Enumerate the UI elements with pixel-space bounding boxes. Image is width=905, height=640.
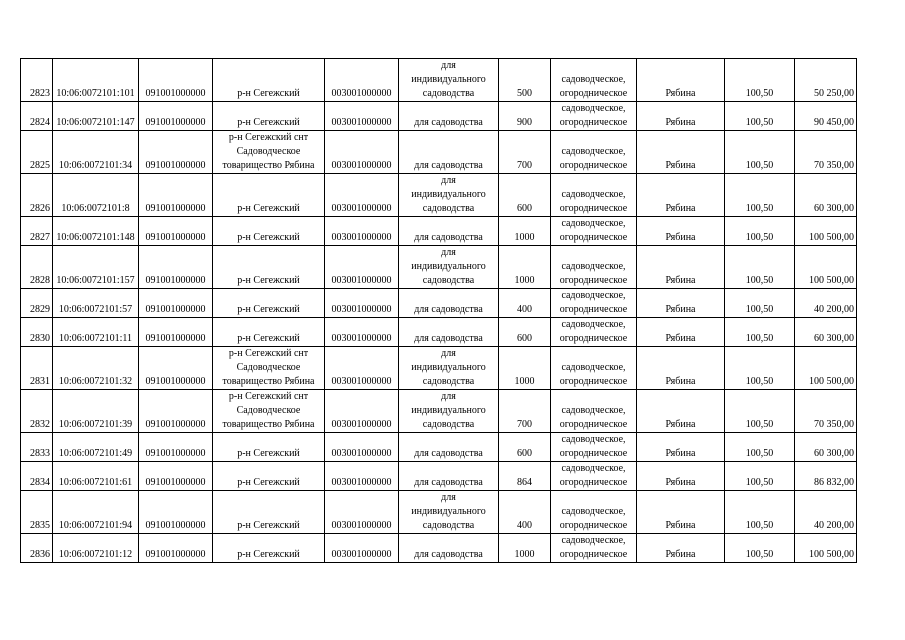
cell-land-category-line: садоводческое, [561, 261, 626, 272]
cell-land-category-line: огородническое [559, 117, 628, 128]
cell-row-number: 2827 [21, 217, 53, 246]
cell-land-category-line: огородническое [559, 160, 628, 171]
cell-permitted-use [399, 433, 499, 462]
cell-rate: 100,50 [725, 347, 795, 390]
cell-address-line: р-н Сегежский [237, 549, 300, 560]
cell-row-number: 2836 [21, 534, 53, 563]
cell-land-category-line: огородническое [559, 448, 628, 459]
cell-address [213, 390, 325, 433]
cell-rate: 100,50 [725, 491, 795, 534]
table-row [21, 491, 857, 534]
cell-settlement-name: Рябина [637, 59, 725, 102]
cell-address-line: товарищество Рябина [222, 376, 315, 387]
cell-okato-code: 091001000000 [139, 217, 213, 246]
cell-cadastral-value: 60 300,00 [795, 433, 857, 462]
cell-row-number: 2825 [21, 131, 53, 174]
cell-permitted-use-line: индивидуального [411, 261, 486, 272]
cell-municipal-code: 003001000000 [325, 131, 399, 174]
cell-rate: 100,50 [725, 390, 795, 433]
cell-land-category [551, 246, 637, 289]
cell-municipal-code: 003001000000 [325, 390, 399, 433]
cell-rate: 100,50 [725, 318, 795, 347]
cell-permitted-use-line: для садоводства [414, 333, 483, 344]
cell-cadastral-number: 10:06:0072101:12 [53, 534, 139, 563]
cell-rate: 100,50 [725, 131, 795, 174]
cell-address [213, 102, 325, 131]
cell-permitted-use [399, 217, 499, 246]
table-row [21, 102, 857, 131]
cell-row-number: 2832 [21, 390, 53, 433]
cell-address [213, 289, 325, 318]
cell-municipal-code: 003001000000 [325, 534, 399, 563]
table-row [21, 534, 857, 563]
cell-land-category-line: огородническое [559, 203, 628, 214]
cell-permitted-use-line: садоводства [422, 88, 475, 99]
cell-address [213, 491, 325, 534]
cell-land-category [551, 131, 637, 174]
cell-address-line: товарищество Рябина [222, 419, 315, 430]
cell-area: 1000 [499, 246, 551, 289]
table-row [21, 289, 857, 318]
cell-land-category-line: садоводческое, [561, 218, 626, 229]
cell-land-category-line: огородническое [559, 520, 628, 531]
cell-address-line: р-н Сегежский [237, 477, 300, 488]
cell-settlement-name: Рябина [637, 534, 725, 563]
cell-rate: 100,50 [725, 462, 795, 491]
cell-settlement-name: Рябина [637, 318, 725, 347]
cell-row-number: 2834 [21, 462, 53, 491]
cell-land-category-line: огородническое [559, 549, 628, 560]
cell-municipal-code: 003001000000 [325, 289, 399, 318]
cell-cadastral-value: 100 500,00 [795, 217, 857, 246]
cell-rate: 100,50 [725, 174, 795, 217]
cell-permitted-use [399, 534, 499, 563]
cell-permitted-use [399, 289, 499, 318]
cell-address [213, 59, 325, 102]
cell-okato-code: 091001000000 [139, 131, 213, 174]
cell-permitted-use-line: для садоводства [414, 448, 483, 459]
document-page [20, 58, 857, 563]
cell-permitted-use-line: для [441, 391, 456, 402]
cell-settlement-name: Рябина [637, 433, 725, 462]
cell-cadastral-value: 50 250,00 [795, 59, 857, 102]
cell-land-category-line: садоводческое, [561, 189, 626, 200]
cell-area: 700 [499, 131, 551, 174]
cell-permitted-use-line: индивидуального [411, 405, 486, 416]
cell-okato-code: 091001000000 [139, 462, 213, 491]
cell-address-line: р-н Сегежский снт [228, 391, 309, 402]
cell-permitted-use-line: для садоводства [414, 477, 483, 488]
table-row [21, 217, 857, 246]
cell-area: 864 [499, 462, 551, 491]
cell-okato-code: 091001000000 [139, 102, 213, 131]
cell-permitted-use-line: садоводства [422, 520, 475, 531]
cell-land-category-line: садоводческое, [561, 463, 626, 474]
cell-address [213, 131, 325, 174]
cell-permitted-use [399, 347, 499, 390]
land-plots-table [20, 58, 857, 563]
cell-permitted-use [399, 102, 499, 131]
cell-land-category-line: садоводческое, [561, 146, 626, 157]
cell-area: 400 [499, 289, 551, 318]
cell-cadastral-value: 70 350,00 [795, 390, 857, 433]
cell-okato-code: 091001000000 [139, 534, 213, 563]
cell-permitted-use [399, 246, 499, 289]
cell-permitted-use [399, 462, 499, 491]
cell-area: 600 [499, 318, 551, 347]
cell-municipal-code: 003001000000 [325, 246, 399, 289]
cell-land-category [551, 491, 637, 534]
cell-rate: 100,50 [725, 246, 795, 289]
cell-address-line: товарищество Рябина [222, 160, 315, 171]
cell-area: 600 [499, 174, 551, 217]
cell-municipal-code: 003001000000 [325, 433, 399, 462]
table-row [21, 131, 857, 174]
cell-cadastral-value: 100 500,00 [795, 246, 857, 289]
cell-address-line: р-н Сегежский [237, 232, 300, 243]
cell-land-category [551, 433, 637, 462]
cell-permitted-use-line: для садоводства [414, 304, 483, 315]
cell-area: 500 [499, 59, 551, 102]
cell-okato-code: 091001000000 [139, 318, 213, 347]
cell-municipal-code: 003001000000 [325, 491, 399, 534]
cell-permitted-use-line: для [441, 348, 456, 359]
table-row [21, 347, 857, 390]
table-row [21, 59, 857, 102]
cell-row-number: 2823 [21, 59, 53, 102]
cell-settlement-name: Рябина [637, 390, 725, 433]
cell-address-line: р-н Сегежский [237, 117, 300, 128]
cell-address [213, 174, 325, 217]
cell-rate: 100,50 [725, 534, 795, 563]
cell-land-category-line: садоводческое, [561, 74, 626, 85]
cell-cadastral-number: 10:06:0072101:49 [53, 433, 139, 462]
cell-okato-code: 091001000000 [139, 174, 213, 217]
cell-permitted-use-line: для садоводства [414, 549, 483, 560]
cell-permitted-use-line: садоводства [422, 376, 475, 387]
cell-okato-code: 091001000000 [139, 289, 213, 318]
cell-area: 600 [499, 433, 551, 462]
cell-permitted-use [399, 174, 499, 217]
cell-land-category-line: садоводческое, [561, 290, 626, 301]
cell-cadastral-value: 100 500,00 [795, 347, 857, 390]
cell-address-line: р-н Сегежский снт [228, 348, 309, 359]
cell-rate: 100,50 [725, 289, 795, 318]
cell-rate: 100,50 [725, 217, 795, 246]
cell-settlement-name: Рябина [637, 462, 725, 491]
cell-address-line: Садоводческое [236, 405, 301, 416]
cell-land-category-line: садоводческое, [561, 506, 626, 517]
cell-land-category [551, 318, 637, 347]
cell-address-line: р-н Сегежский [237, 203, 300, 214]
cell-address-line: р-н Сегежский [237, 520, 300, 531]
cell-settlement-name: Рябина [637, 491, 725, 534]
cell-area: 900 [499, 102, 551, 131]
cell-land-category [551, 174, 637, 217]
cell-address-line: р-н Сегежский [237, 333, 300, 344]
cell-permitted-use-line: индивидуального [411, 189, 486, 200]
cell-municipal-code: 003001000000 [325, 217, 399, 246]
cell-land-category-line: садоводческое, [561, 535, 626, 546]
cell-row-number: 2831 [21, 347, 53, 390]
cell-permitted-use-line: садоводства [422, 275, 475, 286]
cell-cadastral-number: 10:06:0072101:34 [53, 131, 139, 174]
cell-address-line: р-н Сегежский [237, 448, 300, 459]
table-row [21, 246, 857, 289]
cell-municipal-code: 003001000000 [325, 102, 399, 131]
cell-address [213, 217, 325, 246]
cell-row-number: 2828 [21, 246, 53, 289]
cell-area: 700 [499, 390, 551, 433]
cell-permitted-use [399, 491, 499, 534]
cell-cadastral-number: 10:06:0072101:8 [53, 174, 139, 217]
cell-address [213, 318, 325, 347]
cell-settlement-name: Рябина [637, 174, 725, 217]
cell-land-category [551, 59, 637, 102]
cell-permitted-use-line: садоводства [422, 203, 475, 214]
cell-address-line: Садоводческое [236, 362, 301, 373]
cell-okato-code: 091001000000 [139, 491, 213, 534]
cell-area: 1000 [499, 534, 551, 563]
cell-address [213, 433, 325, 462]
cell-okato-code: 091001000000 [139, 390, 213, 433]
cell-permitted-use-line: для [441, 60, 456, 71]
cell-address [213, 246, 325, 289]
cell-cadastral-number: 10:06:0072101:101 [53, 59, 139, 102]
cell-permitted-use-line: для садоводства [414, 160, 483, 171]
cell-address-line: Садоводческое [236, 146, 301, 157]
cell-okato-code: 091001000000 [139, 59, 213, 102]
cell-row-number: 2826 [21, 174, 53, 217]
cell-rate: 100,50 [725, 433, 795, 462]
cell-rate: 100,50 [725, 59, 795, 102]
cell-land-category [551, 462, 637, 491]
cell-settlement-name: Рябина [637, 289, 725, 318]
cell-area: 400 [499, 491, 551, 534]
cell-land-category-line: огородническое [559, 88, 628, 99]
cell-cadastral-number: 10:06:0072101:94 [53, 491, 139, 534]
cell-land-category [551, 390, 637, 433]
cell-cadastral-number: 10:06:0072101:157 [53, 246, 139, 289]
table-row [21, 433, 857, 462]
cell-land-category [551, 102, 637, 131]
cell-settlement-name: Рябина [637, 347, 725, 390]
cell-land-category-line: садоводческое, [561, 434, 626, 445]
cell-permitted-use-line: для [441, 247, 456, 258]
cell-cadastral-number: 10:06:0072101:32 [53, 347, 139, 390]
cell-land-category [551, 289, 637, 318]
cell-municipal-code: 003001000000 [325, 59, 399, 102]
cell-land-category-line: огородническое [559, 477, 628, 488]
cell-settlement-name: Рябина [637, 131, 725, 174]
cell-okato-code: 091001000000 [139, 246, 213, 289]
cell-address [213, 462, 325, 491]
cell-row-number: 2830 [21, 318, 53, 347]
cell-municipal-code: 003001000000 [325, 347, 399, 390]
cell-land-category-line: огородническое [559, 419, 628, 430]
cell-land-category [551, 347, 637, 390]
cell-row-number: 2833 [21, 433, 53, 462]
cell-area: 1000 [499, 347, 551, 390]
cell-cadastral-number: 10:06:0072101:148 [53, 217, 139, 246]
cell-address-line: р-н Сегежский [237, 275, 300, 286]
cell-cadastral-value: 86 832,00 [795, 462, 857, 491]
cell-land-category [551, 217, 637, 246]
cell-land-category-line: садоводческое, [561, 405, 626, 416]
cell-area: 1000 [499, 217, 551, 246]
cell-permitted-use [399, 318, 499, 347]
table-row [21, 318, 857, 347]
cell-municipal-code: 003001000000 [325, 462, 399, 491]
cell-cadastral-number: 10:06:0072101:147 [53, 102, 139, 131]
cell-address-line: р-н Сегежский [237, 88, 300, 99]
cell-land-category-line: огородническое [559, 333, 628, 344]
cell-permitted-use-line: индивидуального [411, 362, 486, 373]
cell-land-category [551, 534, 637, 563]
cell-permitted-use-line: для садоводства [414, 232, 483, 243]
cell-cadastral-number: 10:06:0072101:39 [53, 390, 139, 433]
cell-permitted-use-line: индивидуального [411, 506, 486, 517]
cell-permitted-use-line: для [441, 175, 456, 186]
cell-cadastral-number: 10:06:0072101:57 [53, 289, 139, 318]
cell-cadastral-value: 100 500,00 [795, 534, 857, 563]
cell-address [213, 534, 325, 563]
cell-land-category-line: огородническое [559, 376, 628, 387]
cell-land-category-line: огородническое [559, 304, 628, 315]
cell-cadastral-value: 60 300,00 [795, 174, 857, 217]
cell-rate: 100,50 [725, 102, 795, 131]
cell-land-category-line: садоводческое, [561, 362, 626, 373]
cell-address [213, 347, 325, 390]
cell-address-line: р-н Сегежский [237, 304, 300, 315]
cell-okato-code: 091001000000 [139, 347, 213, 390]
table-row [21, 390, 857, 433]
cell-settlement-name: Рябина [637, 102, 725, 131]
cell-cadastral-value: 40 200,00 [795, 491, 857, 534]
cell-address-line: р-н Сегежский снт [228, 132, 309, 143]
cell-row-number: 2835 [21, 491, 53, 534]
cell-row-number: 2829 [21, 289, 53, 318]
table-row [21, 462, 857, 491]
cell-row-number: 2824 [21, 102, 53, 131]
cell-permitted-use [399, 390, 499, 433]
cell-cadastral-value: 70 350,00 [795, 131, 857, 174]
cell-cadastral-value: 90 450,00 [795, 102, 857, 131]
cell-permitted-use-line: садоводства [422, 419, 475, 430]
cell-cadastral-value: 40 200,00 [795, 289, 857, 318]
table-row [21, 174, 857, 217]
cell-permitted-use-line: индивидуального [411, 74, 486, 85]
cell-permitted-use [399, 131, 499, 174]
table-body [21, 59, 857, 563]
cell-land-category-line: огородническое [559, 275, 628, 286]
cell-okato-code: 091001000000 [139, 433, 213, 462]
cell-permitted-use-line: для садоводства [414, 117, 483, 128]
cell-cadastral-number: 10:06:0072101:11 [53, 318, 139, 347]
cell-permitted-use [399, 59, 499, 102]
cell-land-category-line: садоводческое, [561, 319, 626, 330]
cell-cadastral-number: 10:06:0072101:61 [53, 462, 139, 491]
cell-cadastral-value: 60 300,00 [795, 318, 857, 347]
cell-municipal-code: 003001000000 [325, 318, 399, 347]
cell-settlement-name: Рябина [637, 246, 725, 289]
cell-municipal-code: 003001000000 [325, 174, 399, 217]
cell-land-category-line: огородническое [559, 232, 628, 243]
cell-land-category-line: садоводческое, [561, 103, 626, 114]
cell-permitted-use-line: для [441, 492, 456, 503]
cell-settlement-name: Рябина [637, 217, 725, 246]
